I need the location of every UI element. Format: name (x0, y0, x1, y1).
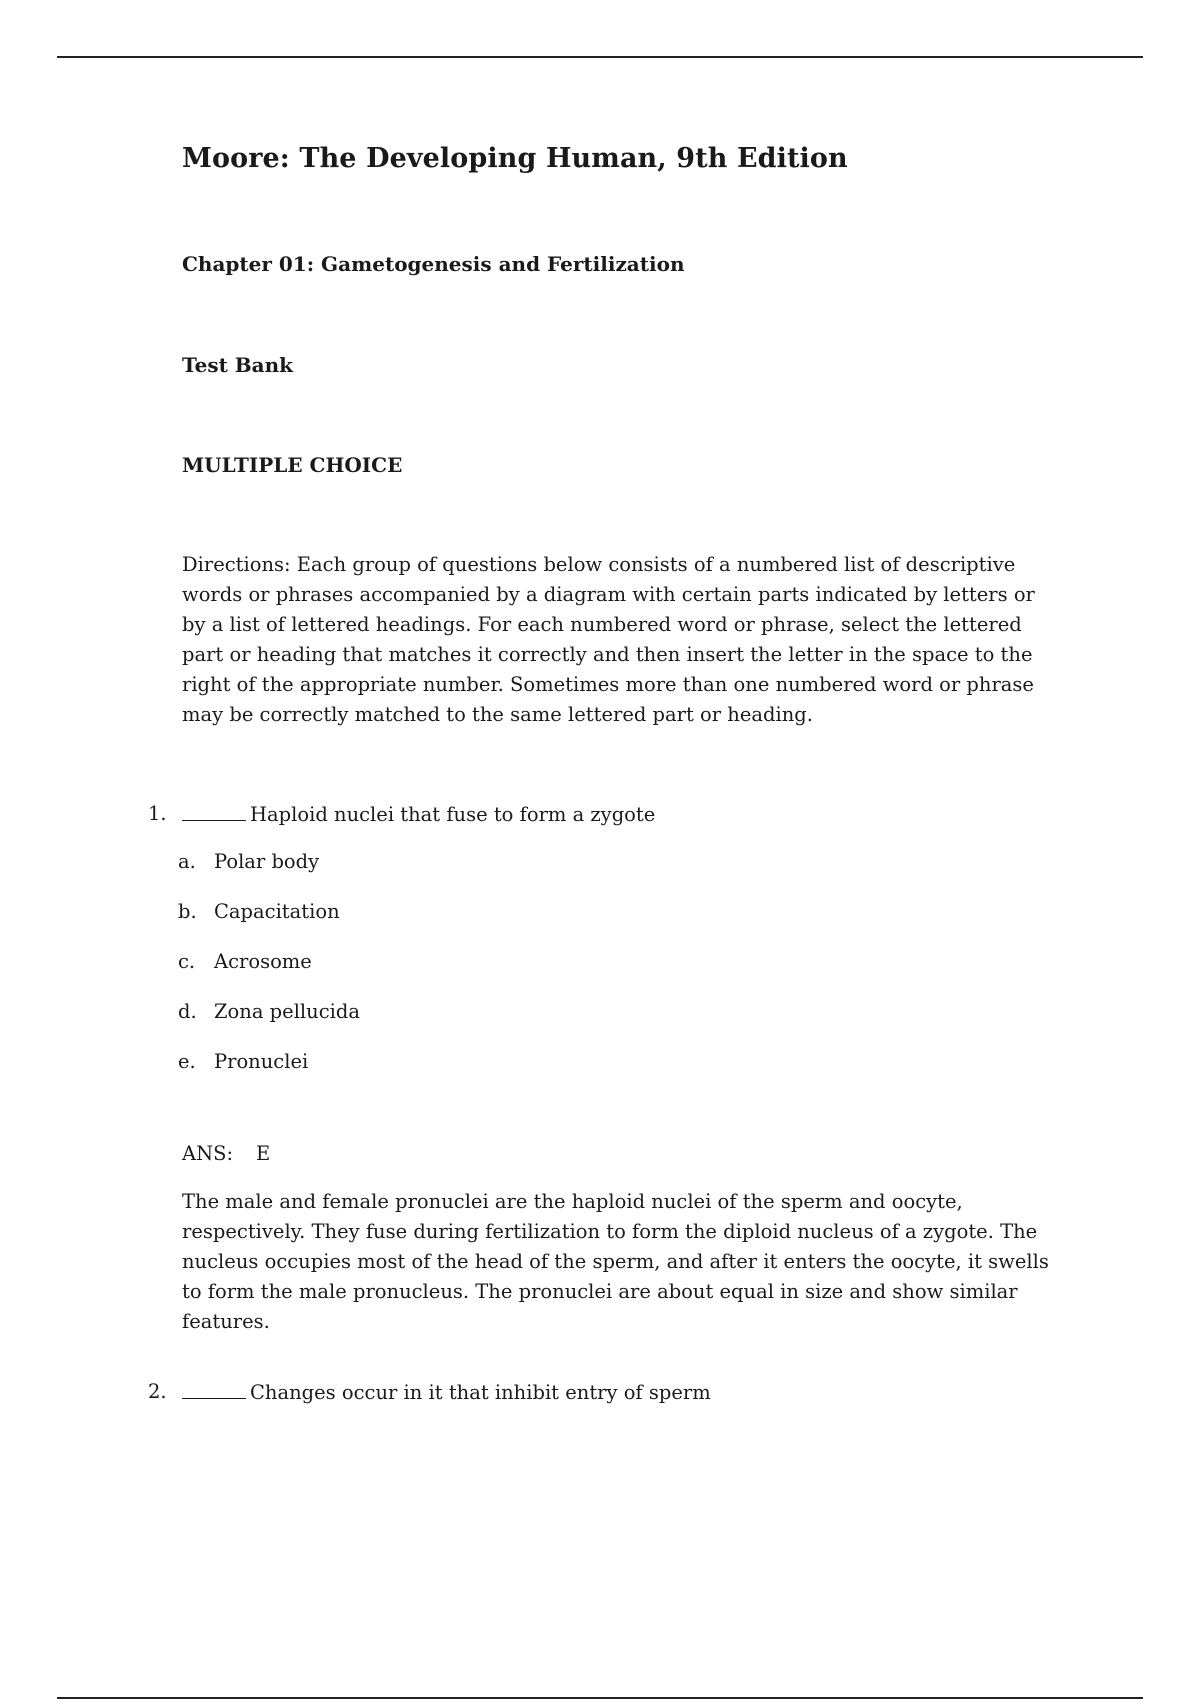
option-letter: b. (178, 900, 197, 923)
question-number: 1. (148, 802, 167, 825)
question-2 (148, 1380, 1142, 1410)
option-a (178, 850, 1142, 900)
option-letter: c. (178, 950, 196, 973)
option-c (178, 950, 1142, 1000)
option-letter: a. (178, 850, 196, 873)
answer-label: ANS: (182, 1142, 234, 1165)
question-stem (148, 1380, 1142, 1410)
option-e (178, 1050, 1142, 1100)
question-1 (148, 802, 1142, 1333)
test-bank-heading: Test Bank (182, 353, 294, 377)
option-d (178, 1000, 1142, 1050)
book-title: Moore: The Developing Human, 9th Edition (182, 143, 848, 174)
answer-value: E (256, 1142, 271, 1165)
question-number: 2. (148, 1380, 167, 1403)
option-b (178, 900, 1142, 950)
option-text: Pronuclei (214, 1050, 309, 1073)
answer-explanation: The male and female pronuclei are the haploid nuclei of the sperm and oocyte, respectively. They fuse during fertilization to form the diploid nucleus of a zygote. The nucleus occupies most of the head of the sperm, and after it enters the oocyte, it swells to form the male pronucleus. The pronuclei are about equal in size and show similar features. (182, 1190, 1049, 1333)
option-text: Polar body (214, 850, 320, 873)
option-letter: e. (178, 1050, 196, 1073)
question-text: Haploid nuclei that fuse to form a zygote (250, 803, 656, 826)
option-text: Zona pellucida (214, 1000, 360, 1023)
option-list (178, 850, 1142, 1100)
option-text: Acrosome (214, 950, 312, 973)
question-stem (148, 802, 1142, 832)
option-text: Capacitation (214, 900, 340, 923)
bottom-rule (57, 1697, 1143, 1699)
option-letter: d. (178, 1000, 197, 1023)
answer-blank (182, 802, 246, 821)
answer-row (182, 1142, 270, 1165)
multiple-choice-heading: MULTIPLE CHOICE (182, 453, 403, 477)
question-text: Changes occur in it that inhibit entry of sperm (250, 1381, 711, 1404)
top-rule (57, 56, 1143, 58)
chapter-title: Chapter 01: Gametogenesis and Fertilization (182, 252, 685, 276)
answer-blank (182, 1380, 246, 1399)
directions-paragraph: Directions: Each group of questions below consists of a numbered list of descriptive words or phrases accompanied by a diagram with certain parts indicated by letters or by a list of lettered headings. For each numbered word or phrase, select the lettered part or heading that matches it correctly and then insert the letter in the space to the right of the appropriate number. Sometimes more than one numbered word or phrase may be correctly matched to the same lettered part or heading. (182, 553, 1035, 726)
